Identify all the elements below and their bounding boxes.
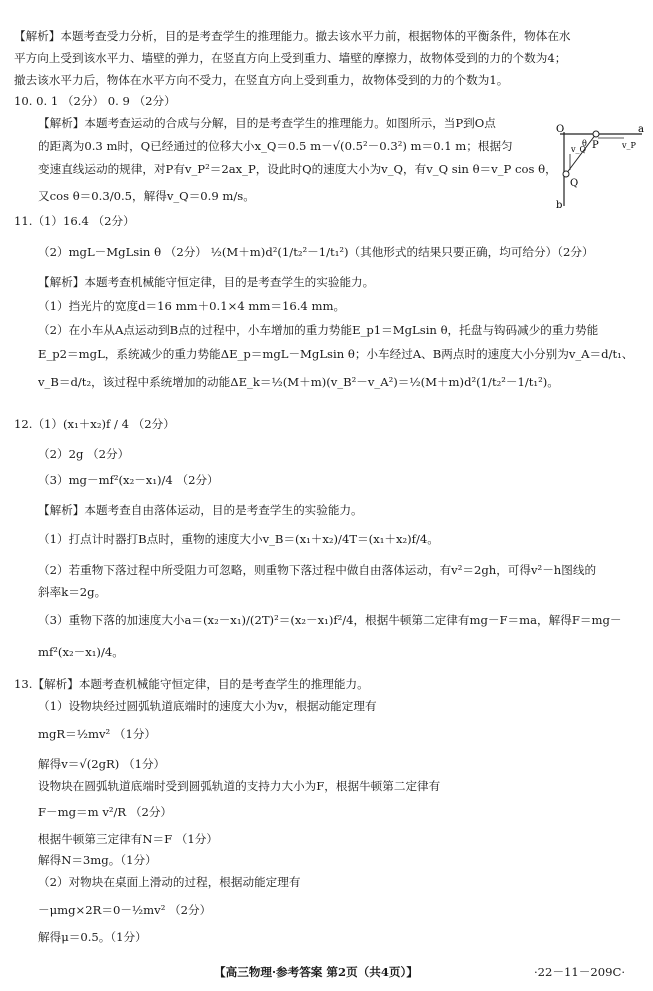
text-line: E_p2＝mgL，系统减少的重力势能ΔE_p＝mgL－MgLsin θ；小车经过A、B两点时的速度大小分别为v_A＝d/t₁、: [38, 347, 634, 361]
text-line: 又cos θ＝0.3/0.5，解得v_Q＝0.9 m/s。: [38, 189, 255, 203]
label-theta: θ: [582, 139, 587, 148]
text-line: 解得v＝√(2gR) （1分）: [38, 757, 166, 771]
text-line: 根据牛顿第三定律有N＝F （1分）: [38, 832, 218, 846]
label-b: b: [556, 200, 563, 210]
point-p-marker: [593, 131, 599, 137]
text-line: （1）设物块经过圆弧轨道底端时的速度大小为v，根据动能定理有: [38, 699, 377, 713]
text-line: 【解析】本题考查运动的合成与分解，目的是考查学生的推理能力。如图所示，当P到O点: [38, 116, 496, 130]
text-line: v_B＝d/t₂，该过程中系统增加的动能ΔE_k＝½(M＋m)(v_B²－v_A²)＝½(M＋m)d²(1/t₂²－1/t₁²)。: [38, 375, 559, 389]
label-a: a: [638, 124, 644, 135]
footer-page-label: 【高三物理·参考答案 第2页（共4页）】: [214, 965, 418, 979]
text-line: （3）重物下落的加速度大小a＝(x₂－x₁)/(2T)²＝(x₂－x₁)f²/4，根据牛顿第二定律有mg－F＝ma，解得F＝mg－: [38, 613, 622, 627]
text-line: （2）在小车从A点运动到B点的过程中，小车增加的重力势能E_p1＝MgLsin θ，托盘与钩码减少的重力势能: [38, 323, 599, 337]
text-line: 12.（1）(x₁＋x₂)f / 4 （2分）: [14, 417, 175, 431]
label-o: O: [556, 124, 565, 135]
text-line: 设物块在圆弧轨道底端时受到圆弧轨道的支持力大小为F，根据牛顿第二定律有: [38, 779, 441, 793]
text-line: （1）挡光片的宽度d＝16 mm＋0.1×4 mm＝16.4 mm。: [38, 299, 346, 313]
text-line: 撤去该水平力后，物体在水平方向不受力，在竖直方向上受到重力，故物体受到的力的个数为1。: [14, 73, 509, 87]
text-line: 10. 0. 1 （2分） 0. 9 （2分）: [14, 94, 176, 108]
text-line: mf²(x₂－x₁)/4。: [38, 645, 124, 659]
label-vq: v_Q: [571, 145, 587, 154]
text-line: －μmg×2R＝0－½mv² （2分）: [38, 903, 212, 917]
text-line: 【解析】本题考查受力分析，目的是考查学生的推理能力。撤去该水平力前，根据物体的平衡条件，物体在水: [14, 29, 571, 43]
text-line: （2）2g （2分）: [38, 447, 130, 461]
text-line: 【解析】本题考查机械能守恒定律，目的是考查学生的实验能力。: [38, 275, 375, 289]
text-line: 变速直线运动的规律，对P有v_P²＝2ax_P，设此时Q的速度大小为v_Q，有v_Q sin θ＝v_P cos θ，: [38, 162, 557, 176]
text-line: mgR＝½mv² （1分）: [38, 727, 157, 741]
text-line: （2）mgL－MgLsin θ （2分） ½(M＋m)d²(1/t₂²－1/t₁²)（其他形式的结果只要正确，均可给分）（2分）: [38, 245, 594, 259]
text-line: （2）对物块在桌面上滑动的过程，根据动能定理有: [38, 875, 301, 889]
text-line: 解得N＝3mg。（1分）: [38, 853, 157, 867]
label-q: Q: [570, 178, 579, 189]
text-line: 解得μ＝0.5。（1分）: [38, 930, 147, 944]
rod-slider-figure: [554, 124, 646, 210]
text-line: （1）打点计时器打B点时，重物的速度大小v_B＝(x₁＋x₂)/4T＝(x₁＋x₂)f/4。: [38, 532, 439, 546]
text-line: 11.（1）16.4 （2分）: [14, 214, 135, 228]
label-vp: v_P: [622, 141, 636, 150]
text-line: 斜率k＝2g。: [38, 585, 107, 599]
text-line: 13.【解析】本题考查机械能守恒定律，目的是考查学生的推理能力。: [14, 677, 369, 691]
text-line: 平方向上受到该水平力、墙壁的弹力，在竖直方向上受到重力、墙壁的摩擦力，故物体受到的力的个数为4；: [14, 51, 567, 65]
text-line: 【解析】本题考查自由落体运动，目的是考查学生的实验能力。: [38, 503, 363, 517]
footer-code: ·22－11－209C·: [534, 965, 626, 979]
text-line: （3）mg－mf²(x₂－x₁)/4 （2分）: [38, 473, 219, 487]
text-line: F－mg＝m v²/R （2分）: [38, 805, 173, 819]
text-line: 的距离为0.3 m时，Q已经通过的位移大小x_Q＝0.5 m－√(0.5²－0.3²) m＝0.1 m；根据匀: [38, 139, 513, 153]
label-p: P: [592, 140, 599, 151]
text-line: （2）若重物下落过程中所受阻力可忽略，则重物下落过程中做自由落体运动，有v²＝2gh，可得v²－h图线的: [38, 563, 597, 577]
point-q-marker: [563, 171, 569, 177]
